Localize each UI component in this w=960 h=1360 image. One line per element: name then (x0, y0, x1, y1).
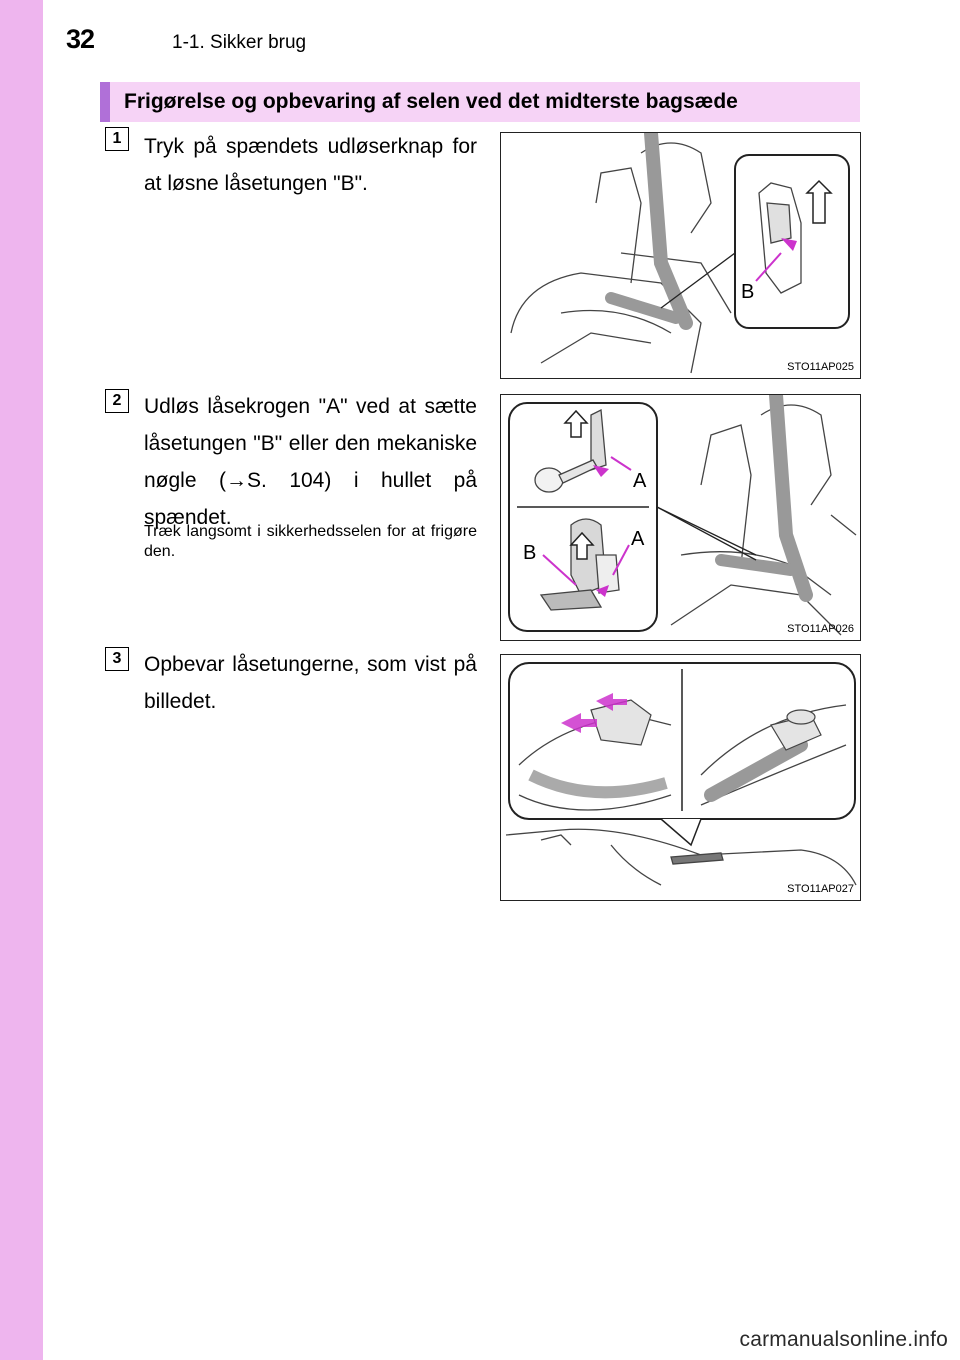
label-a-bottom: A (631, 528, 645, 550)
figure-code-1: STO11AP025 (787, 361, 854, 373)
figure-unlock-hook (500, 394, 861, 641)
label-a-top: A (633, 470, 647, 492)
figure-release-buckle (500, 132, 861, 379)
figure-storage (500, 654, 861, 901)
page-number: 32 (66, 24, 95, 54)
section-title: Frigørelse og opbevaring af selen ved det midterste bagsæde (124, 90, 738, 113)
step-number-2: 2 (105, 389, 129, 413)
step-number-1: 1 (105, 127, 129, 151)
storage-illustration (501, 655, 861, 901)
label-b: B (523, 542, 537, 564)
step-text-2: Udløs låsekrogen "A" ved at sætte låsetungen "B" eller den mekaniske nøgle (→S. 104) i hullet på spændet. (144, 395, 477, 529)
seat-belt-illustration-2 (501, 395, 861, 641)
side-tab (0, 0, 43, 1360)
step-text-3: Opbevar låsetungerne, som vist på billedet. (144, 653, 477, 713)
step-number-3: 3 (105, 647, 129, 671)
figure-code-3: STO11AP027 (787, 883, 854, 895)
seat-belt-illustration-1 (501, 133, 861, 379)
section-heading (100, 82, 860, 122)
step-note-2: Træk langsomt i sikkerhedsselen for at frigøre den. (144, 523, 477, 560)
figure-code-2: STO11AP026 (787, 623, 854, 635)
chapter-title: 1-1. Sikker brug (172, 32, 307, 53)
step-text-1: Tryk på spændets udløserknap for at løsne låsetungen "B". (144, 135, 477, 195)
label-b: B (741, 281, 755, 303)
watermark: carmanualsonline.info (739, 1328, 948, 1351)
